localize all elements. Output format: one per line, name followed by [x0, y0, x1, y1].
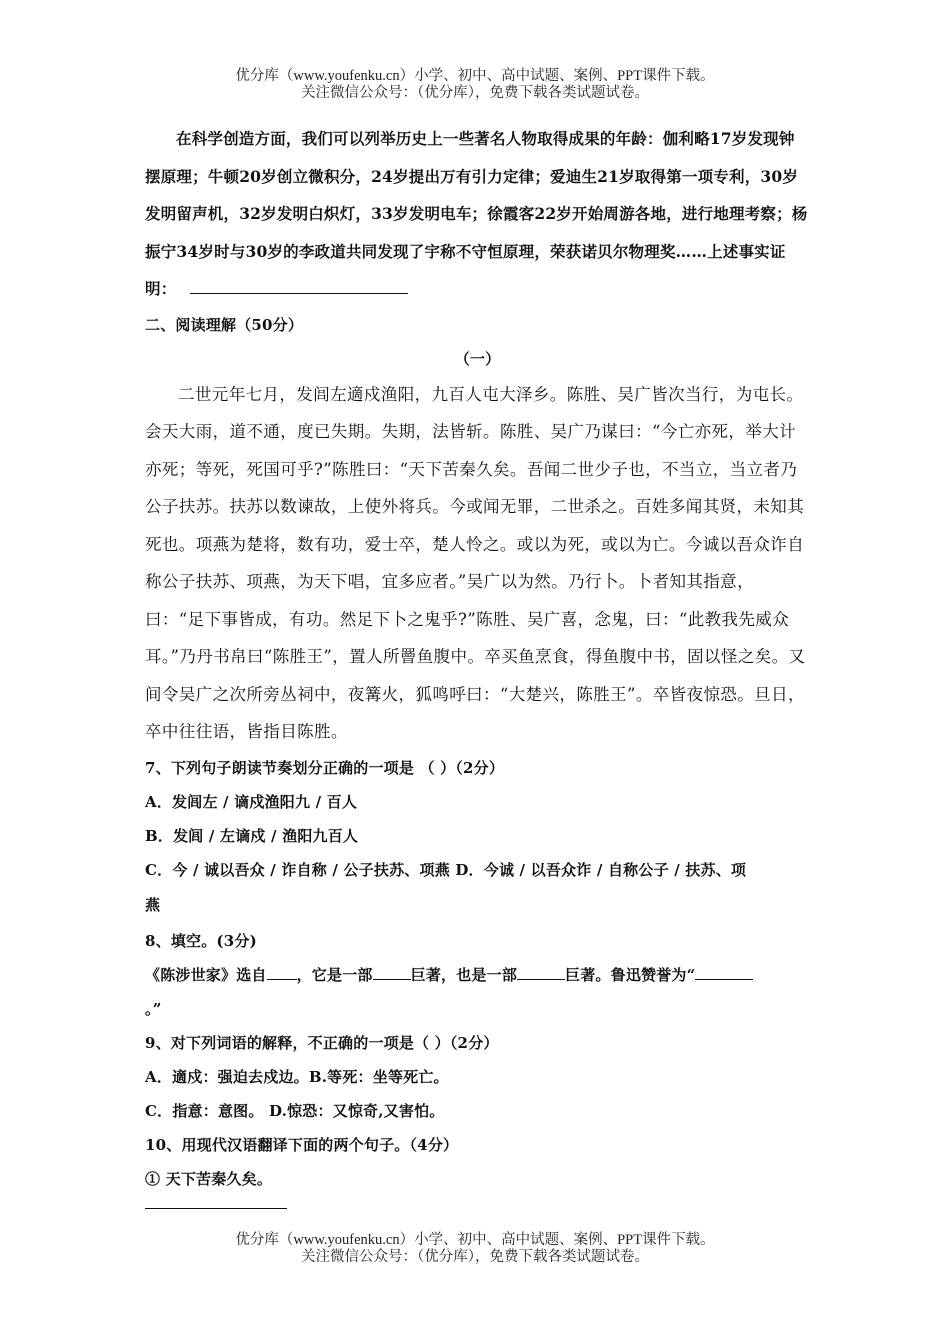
- question-8-fill-end: 。”: [145, 999, 162, 1018]
- question-7-stem: 7、下列句子朗读节奏划分正确的一项是 （ ）（2分）: [145, 758, 505, 777]
- question-9-option-cd: C．指意：意图。 D.惊恐：又惊奇,又害怕。: [145, 1101, 445, 1120]
- question-7-option-b: B．发闾 / 左谪戍 / 渔阳九百人: [145, 826, 359, 845]
- footer-line-1: 优分库（www.youfenku.cn）小学、初中、高中试题、案例、PPT课件下载。: [235, 1232, 715, 1248]
- question-9-option-ab: A．適戍：强迫去戍边。B.等死：坐等死亡。: [145, 1067, 449, 1086]
- q8-blank-2[interactable]: [373, 965, 411, 980]
- question-7-option-a: A．发闾左 / 谪戍渔阳九 / 百人: [145, 792, 358, 811]
- q8-blank-3[interactable]: [517, 965, 565, 980]
- header-line-2: 关注微信公众号：（优分库），免费下载各类试题试卷。: [301, 85, 649, 101]
- intro-text: 在科学创造方面，我们可以列举历史上一些著名人物取得成果的年龄：伽利略17岁发现钟摆原理；牛顿20岁创立微积分，24岁提出万有引力定律；爱迪生21岁取得第一项专利，30岁发明留声机，32岁发明白炽灯，33岁发明电车；徐霞客22岁开始周游各地，进行地理考察；杨振宁34岁时与30岁的李政道共同发现了宇称不守恒原理，荣获诺贝尔物理奖……上述事实证明：: [145, 129, 808, 298]
- section-subtitle: （一）: [454, 349, 501, 368]
- document-body: [145, 120, 810, 1196]
- classical-passage: 二世元年七月，发闾左適戍渔阳，九百人屯大泽乡。陈胜、吴广皆次当行，为屯长。会天大雨，道不通，度已失期。失期，法皆斩。陈胜、吴广乃谋曰：“今亡亦死，举大计亦死；等死，死国可乎?”陈胜曰：“天下苦秦久矣。吾闻二世少子也，不当立，当立者乃公子扶苏。扶苏以数谏故，上使外将兵。今或闻无罪，二世杀之。百姓多闻其贤，未知其死也。项燕为楚将，数有功，爱士卒，楚人怜之。或以为死，或以为亡。今诚以吾众诈自称公子扶苏、项燕，为天下唱，宜多应者。”吴广以为然。乃行卜。卜者知其指意，曰：“足下事皆成，有功。然足下卜之鬼乎?”陈胜、吴广喜，念鬼，曰：“此教我先威众耳。”乃丹书帛曰“陈胜王”，置人所罾鱼腹中。卒买鱼烹食，得鱼腹中书，固以怪之矣。又间令吴广之次所旁丛祠中，夜篝火，狐鸣呼曰：“大楚兴，陈胜王”。卒皆夜惊恐。旦日，卒中往往语，皆指目陈胜。: [145, 384, 806, 741]
- question-9-stem: 9、对下列词语的解释，不正确的一项是（ ）（2分）: [145, 1033, 499, 1052]
- question-8-stem: 8、填空。(3分): [145, 931, 257, 950]
- intro-paragraph: [145, 120, 810, 308]
- q8-text-3: 巨著，也是一部: [410, 965, 518, 984]
- question-7-option-cd: C．今 / 诚以吾众 / 诈自称 / 公子扶苏、项燕 D．今诚 / 以吾众诈 / 自称公子 / 扶苏、项: [145, 860, 747, 879]
- footer-line-2: 关注微信公众号：（优分库），免费下载各类试题试卷。: [301, 1249, 649, 1265]
- q8-blank-1[interactable]: [267, 965, 297, 980]
- section-title: 二、阅读理解（50分）: [145, 315, 304, 334]
- q8-text-1: 《陈涉世家》选自: [145, 965, 267, 984]
- q8-text-2: ，它是一部: [296, 965, 373, 984]
- q8-text-4: 巨著。鲁迅赞誉为“: [565, 965, 696, 984]
- answer-rule-line[interactable]: [145, 1208, 287, 1209]
- question-7-option-cd-wrap: 燕: [145, 895, 161, 914]
- question-10-stem: 10、用现代汉语翻译下面的两个句子。（4分）: [145, 1135, 459, 1154]
- page-header: [0, 68, 950, 102]
- page-footer: [0, 1232, 950, 1266]
- header-line-1: 优分库（www.youfenku.cn）小学、初中、高中试题、案例、PPT课件下载。: [235, 68, 715, 84]
- question-10-item-1: ① 天下苦秦久矣。: [145, 1169, 273, 1188]
- question-8-fill-line: [145, 958, 810, 992]
- q8-blank-4[interactable]: [695, 965, 753, 980]
- answer-blank[interactable]: [190, 277, 408, 294]
